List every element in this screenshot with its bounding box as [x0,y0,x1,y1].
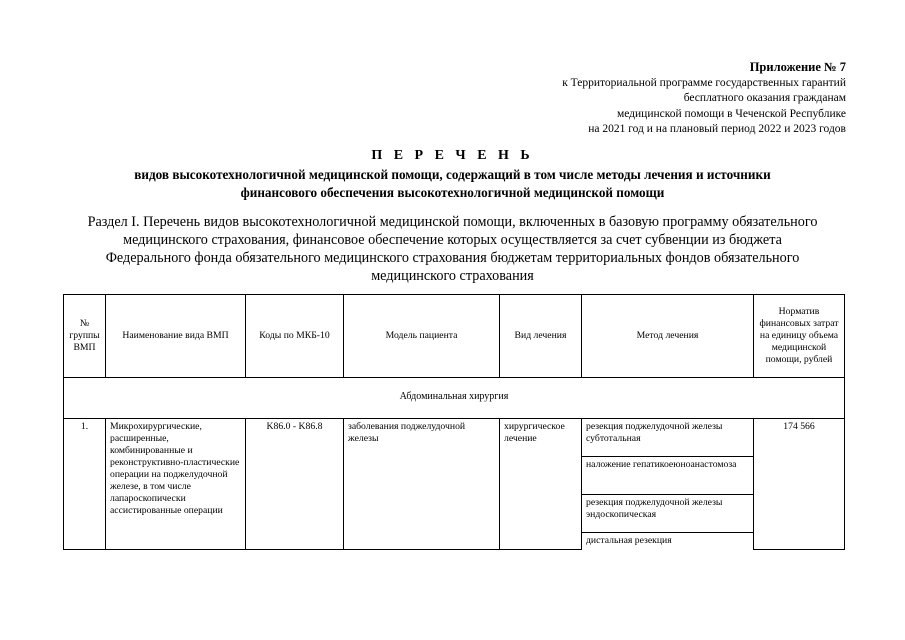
row-method: наложение гепатикоеюноанастомоза [582,457,754,495]
row-cost-norm: 174 566 [754,419,845,550]
subtitle-line: видов высокотехнологичной медицинской помощи, содержащий в том числе методы лечения и источники [134,167,771,182]
annex-line: бесплатного оказания гражданам [683,92,846,104]
table-header-row [64,295,845,378]
annex-line: на 2021 год и на плановый период 2022 и 2023 годов [588,123,846,135]
document-subtitle [70,166,835,202]
group-row [64,378,845,419]
row-vmp-name: Микрохирургические, расширенные, комбинированные и реконструктивно-пластические операции на поджелудочной железе, в том числе лапароскопически ассистированные операции [106,419,246,550]
subtitle-line: финансового обеспечения высокотехнологичной медицинской помощи [240,185,665,200]
annex-line: медицинской помощи в Чеченской Республике [616,107,846,120]
header-vmp-name: Наименование вида ВМП [106,295,246,378]
header-treatment-type: Вид лечения [500,295,582,378]
group-title: Абдоминальная хирургия [64,378,845,419]
row-treatment-type: хирургическое лечение [500,419,582,550]
section-heading [40,213,865,285]
header-icd-codes: Коды по МКБ-10 [246,295,344,378]
header-patient-model: Модель пациента [344,295,500,378]
header-treatment-method: Метод лечения [582,295,754,378]
vmp-table [63,294,845,550]
section-line: медицинского страхования [371,268,534,284]
header-cost-norm: Норматив финансовых затрат на единицу объема медицинской помощи, рублей [754,295,845,378]
section-line: Федерального фонда обязательного медицинского страхования бюджетам территориальных фондов обязательного [105,250,800,266]
section-line: медицинского страхования, финансовое обеспечение которых осуществляется за счет субвенции из бюджета [123,232,782,248]
annex-line: к Территориальной программе государственных гарантий [562,76,846,89]
row-method: дистальная резекция [582,533,754,550]
document-title: П Е Р Е Ч Е Н Ь [371,148,534,163]
row-method: резекция поджелудочной железы субтотальная [582,419,754,457]
row-number: 1. [64,419,106,550]
header-group-number: № группы ВМП [64,295,106,378]
annex-block [562,60,846,138]
row-method: резекция поджелудочной железы эндоскопическая [582,495,754,533]
row-patient-model: заболевания поджелудочной железы [344,419,500,550]
table-row [64,419,845,457]
annex-title: Приложение № 7 [749,60,846,74]
row-icd-codes: K86.0 - K86.8 [246,419,344,550]
section-line: Раздел I. Перечень видов высокотехнологичной медицинской помощи, включенных в базовую программу обязательного [87,214,818,230]
